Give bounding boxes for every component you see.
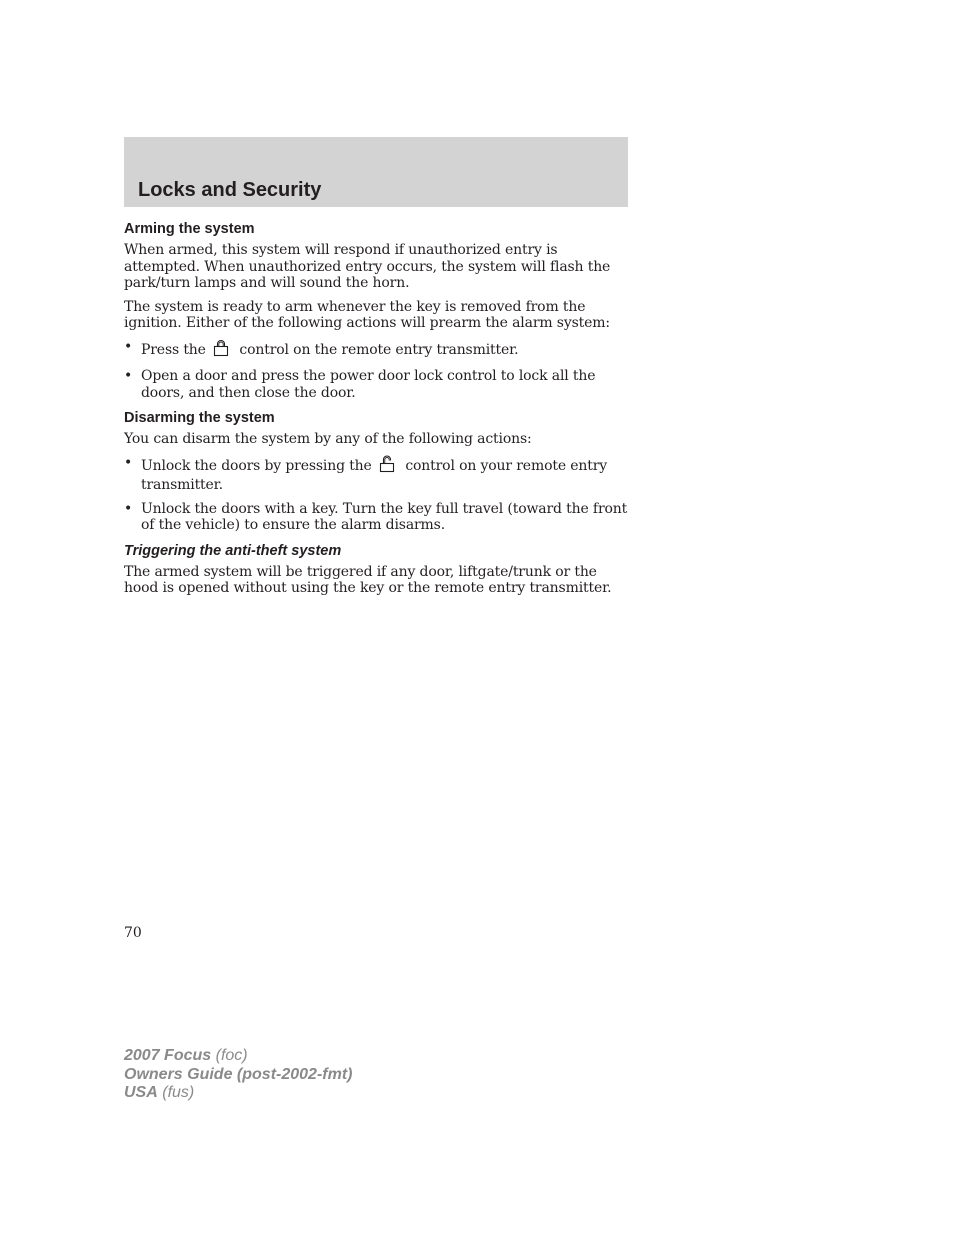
list-item: • Press the control on the remote entry transmitter. xyxy=(124,339,630,362)
disarming-paragraph-1: You can disarm the system by any of the following actions: xyxy=(124,431,532,447)
disarming-bullet-1-after: control on your remote entry transmitter. xyxy=(141,457,608,493)
page-content xyxy=(124,220,630,604)
footer-line-1 xyxy=(124,1047,352,1066)
arming-list xyxy=(124,339,630,402)
section-title: Locks and Security xyxy=(138,179,322,201)
list-item: • Unlock the doors with a key. Turn the key full travel (toward the front of the vehicle) to ensure the alarm disarms. xyxy=(124,500,628,533)
footer-line-3 xyxy=(124,1084,352,1103)
footer-region: USA xyxy=(124,1084,158,1101)
document-footer xyxy=(124,1047,352,1103)
disarming-bullet-2: Unlock the doors with a key. Turn the key full travel (toward the front of the vehicle) to ensure the alarm disarms. xyxy=(141,500,628,533)
section-header-bar xyxy=(124,137,628,207)
disarming-heading: Disarming the system xyxy=(124,410,275,426)
disarming-bullet-1-before: Unlock the doors by pressing the xyxy=(141,457,372,474)
arming-paragraph-2: The system is ready to arm whenever the key is removed from the ignition. Either of the following actions will prearm the alarm system: xyxy=(124,298,610,331)
footer-region-code: (fus) xyxy=(162,1084,195,1101)
footer-guide: Owners Guide (post-2002-fmt) xyxy=(124,1065,353,1083)
arming-heading: Arming the system xyxy=(124,221,255,237)
arming-paragraph-1: When armed, this system will respond if unauthorized entry is attempted. When unauthorized entry occurs, the system will flash the park/turn lamps and will sound the horn. xyxy=(124,242,611,291)
arming-bullet-1-after: control on the remote entry transmitter. xyxy=(239,341,519,358)
list-item: • Unlock the doors by pressing the control on your remote entry transmitter. xyxy=(124,454,608,493)
list-item: • Open a door and press the power door lock control to lock all the doors, and then close the door. xyxy=(124,368,596,401)
arming-bullet-2: Open a door and press the power door lock control to lock all the doors, and then close the door. xyxy=(141,368,596,401)
triggering-heading: Triggering the anti-theft system xyxy=(124,542,342,559)
triggering-paragraph-1: The armed system will be triggered if any door, liftgate/trunk or the hood is opened without using the key or the remote entry transmitter. xyxy=(124,563,612,596)
page-number: 70 xyxy=(124,925,142,941)
disarming-list xyxy=(124,455,630,534)
lock-icon xyxy=(212,339,230,362)
footer-model: 2007 Focus xyxy=(124,1047,212,1064)
footer-line-2 xyxy=(124,1066,352,1085)
footer-model-code: (foc) xyxy=(215,1047,248,1064)
unlock-icon xyxy=(378,455,396,478)
arming-bullet-1-before: Press the xyxy=(141,341,206,358)
